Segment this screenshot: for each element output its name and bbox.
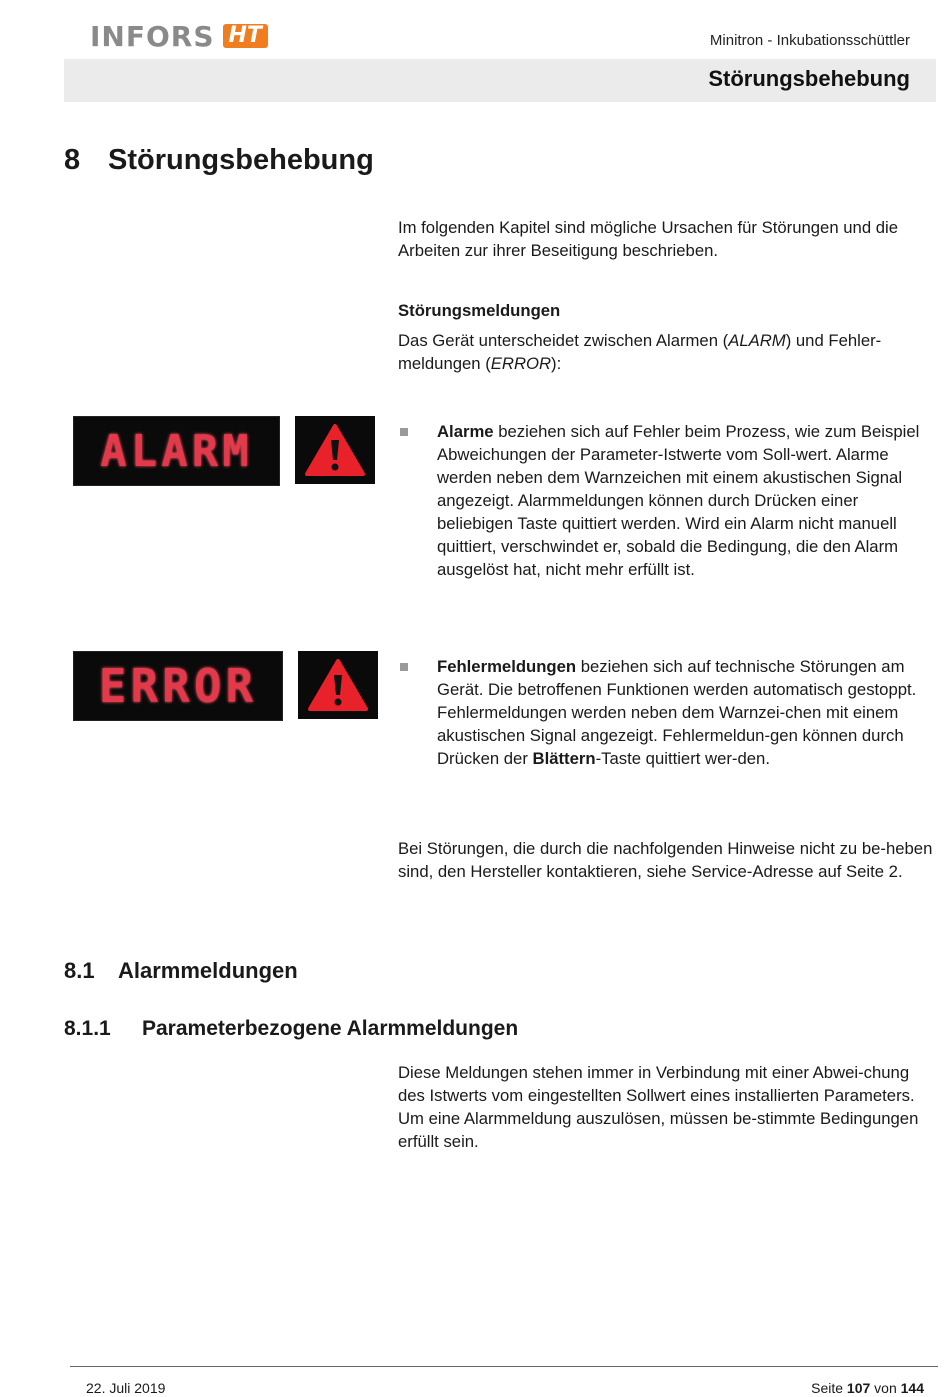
error-bullet-item	[398, 655, 938, 770]
warning-triangle-icon	[307, 658, 369, 712]
chapter-title: Störungsbehebung	[108, 144, 374, 176]
messages-block	[398, 299, 938, 375]
bullet-square-icon	[400, 428, 408, 436]
alarm-warning-sign	[295, 416, 375, 484]
header-product-name: Minitron - Inkubationsschüttler	[709, 32, 910, 49]
error-display-text: ERROR	[98, 659, 258, 713]
alarm-display-text: ALARM	[100, 425, 253, 477]
section-8-1-1-paragraph: Diese Meldungen stehen immer in Verbindung mit einer Abwei-chung des Istwerts vom eingestellten Sollwert eines installierten Parameters. Um eine Alarmmeldung auszulösen, müssen be-stimmte Bedingungen erfüllt sein.	[398, 1063, 919, 1151]
footer-date: 22. Juli 2019	[86, 1380, 166, 1396]
infors-ht-logo	[90, 20, 268, 52]
section-heading-8-1: 8.1 Alarmmeldungen	[64, 958, 298, 983]
footer-divider	[70, 1366, 938, 1367]
section-heading-8-1-1: 8.1.1 Parameterbezogene Alarmmeldungen	[64, 1017, 519, 1040]
intro-paragraph: Im folgenden Kapitel sind mögliche Ursachen für Störungen und die Arbeiten zur ihrer Beseitigung beschrieben.	[398, 218, 899, 260]
footer-page-number: Seite 107 von 144	[811, 1380, 924, 1396]
error-bullet-text: Fehlermeldungen beziehen sich auf technische Störungen am Gerät. Die betroffenen Funktionen werden automatisch gestoppt. Fehlermeldungen werden neben dem Warnzei-chen mit einem akustischen Signal angezeigt. Fehlermeldun-gen können durch Drücken der Blättern-Taste quittiert wer-den.	[437, 657, 917, 768]
header-section-title: Störungsbehebung	[708, 66, 910, 91]
logo-ht-badge: HT	[223, 24, 268, 48]
error-warning-sign	[298, 651, 378, 719]
alarm-display	[73, 416, 280, 486]
logo-wordmark: INFORS	[90, 19, 215, 53]
alarm-bullet-text: Alarme beziehen sich auf Fehler beim Prozess, wie zum Beispiel Abweichungen der Parameter-Istwerte vom Soll-wert. Alarme werden neben dem Warnzeichen mit einem akustischen Signal angezeigt. Alarmmeldungen können durch Drücken einer beliebigen Taste quittiert werden. Wird ein Alarm nicht manuell quittiert, verschwindet er, sobald die Bedingung, die den Alarm ausgelöst hat, nicht mehr erfüllt ist.	[437, 422, 920, 579]
contact-note: Bei Störungen, die durch die nachfolgenden Hinweise nicht zu be-heben sind, den Hersteller kontaktieren, siehe Service-Adresse auf Seite 2.	[398, 839, 933, 881]
messages-subheading: Störungsmeldungen	[398, 301, 561, 320]
alarm-bullet-item	[398, 420, 938, 581]
bullet-square-icon	[400, 663, 408, 671]
chapter-number: 8	[64, 144, 81, 176]
chapter-heading	[64, 144, 374, 177]
messages-paragraph: Das Gerät unterscheidet zwischen Alarmen (ALARM) und Fehler-meldungen (ERROR):	[398, 331, 882, 373]
warning-triangle-icon	[304, 423, 366, 477]
error-display	[73, 651, 283, 721]
